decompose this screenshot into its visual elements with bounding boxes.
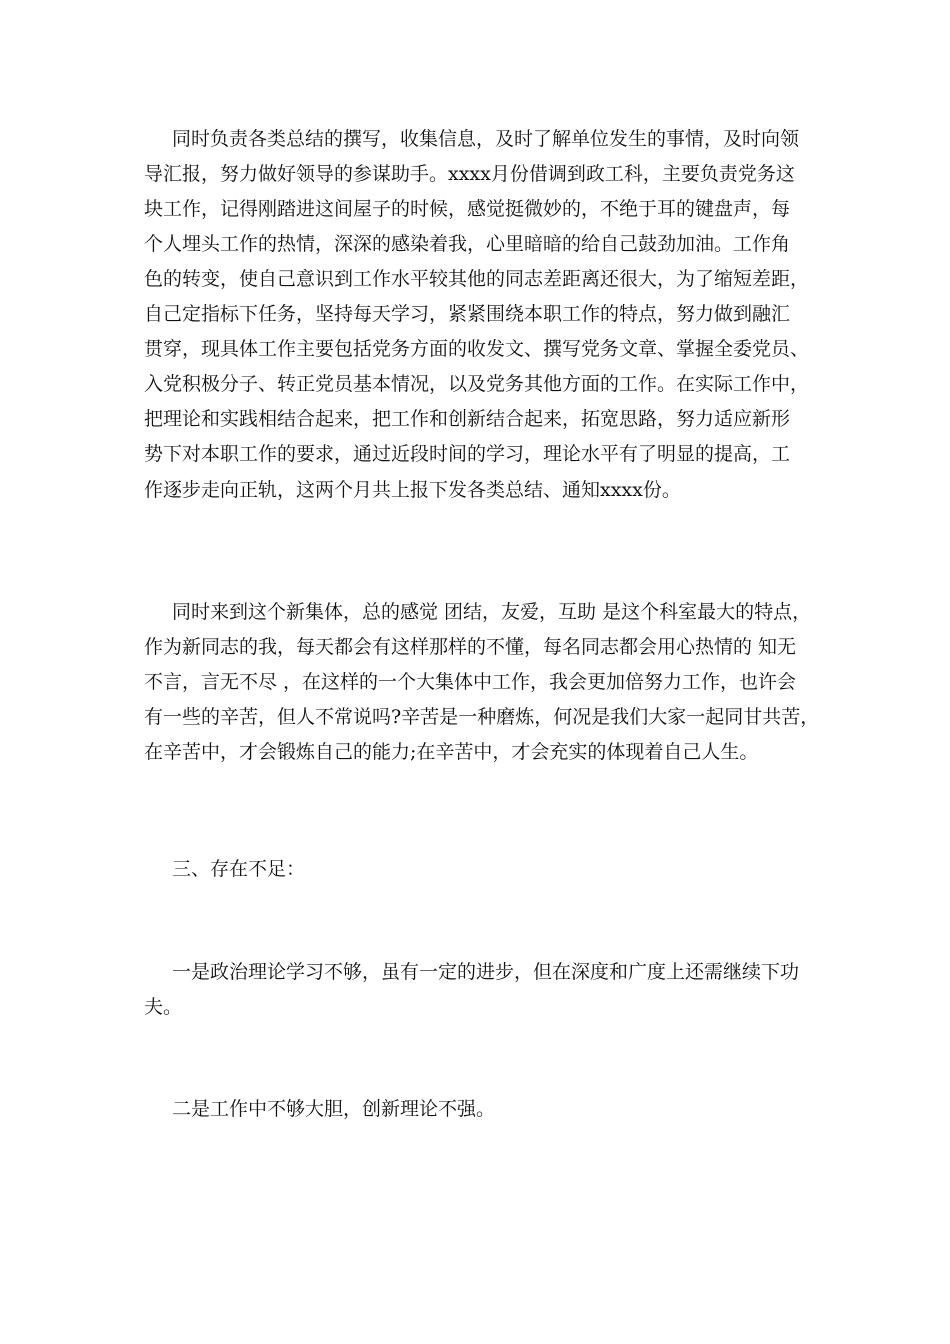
paragraph1-line: 入党积极分子、转正党员基本情况，以及党务其他方面的工作。在实际工作中， [144,373,810,395]
paragraph2-line: 在辛苦中，才会锻炼自己的能力;在辛苦中，才会充实的体现着自己人生。 [144,741,759,763]
item2-line: 二是工作中不够大胆，创新理论不强。 [172,1098,496,1120]
paragraph1-line: 个人埋头工作的热情，深深的感染着我，心里暗暗的给自己鼓劲加油。工作角 [144,233,791,255]
paragraph1-line: 作逐步走向正轨，这两个月共上报下发各类总结、通知xxxx份。 [144,479,681,501]
paragraph1-line: 色的转变，使自己意识到工作水平较其他的同志差距离还很大，为了缩短差距， [144,268,810,290]
item1-line: 一是政治理论学习不够，虽有一定的进步，但在深度和广度上还需继续下功 [172,961,800,983]
item1-line: 夫。 [144,996,183,1018]
paragraph1-line: 同时负责各类总结的撰写，收集信息，及时了解单位发生的事情，及时向领 [172,128,800,150]
paragraph2-line: 作为新同志的我，每天都会有这样那样的不懂，每名同志都会用心热情的 知无 [144,636,797,658]
section-heading: 三、存在不足： [172,858,306,880]
paragraph1-line: 导汇报，努力做好领导的参谋助手。xxxx月份借调到政工科，主要负责党务这 [144,163,795,185]
paragraph1-line: 贯穿，现具体工作主要包括党务方面的收发文、撰写党务文章、掌握全委党员、 [144,338,810,360]
paragraph1-line: 势下对本职工作的要求，通过近段时间的学习，理论水平有了明显的提高，工 [144,443,791,465]
paragraph1-line: 自己定指标下任务，坚持每天学习，紧紧围绕本职工作的特点，努力做到融汇 [144,303,791,325]
paragraph1-line: 把理论和实践相结合起来，把工作和创新结合起来，拓宽思路，努力适应新形 [144,408,791,430]
paragraph1-line: 块工作，记得刚踏进这间屋子的时候，感觉挺微妙的，不绝于耳的键盘声，每 [144,198,791,220]
paragraph2-line: 不言，言无不尽 ，在这样的一个大集体中工作，我会更加倍努力工作，也许会 [144,671,797,693]
paragraph2-line: 有一些的辛苦，但人不常说吗?辛苦是一种磨炼，何况是我们大家一起同甘共苦， [144,706,820,728]
paragraph2-line: 同时来到这个新集体，总的感觉 团结，友爱，互助 是这个科室最大的特点， [172,601,812,623]
